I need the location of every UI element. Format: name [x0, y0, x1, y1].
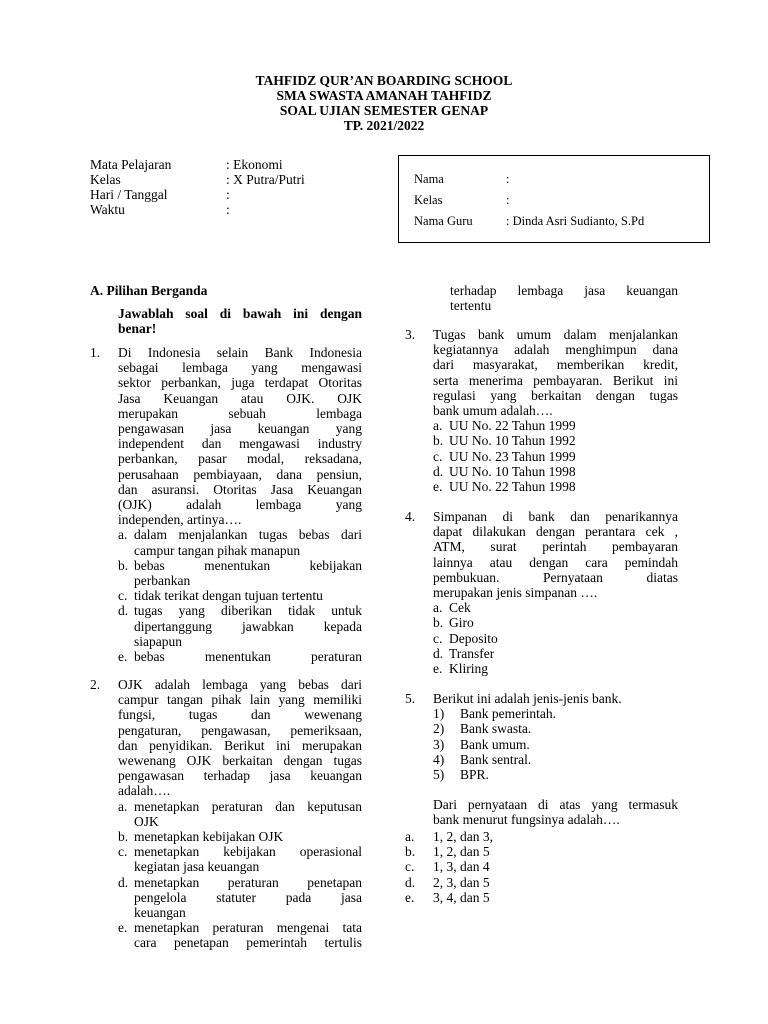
instruction-line: benar!: [118, 321, 157, 337]
option-text: perbankan: [134, 573, 191, 589]
info-row-date: [90, 187, 305, 202]
question-number: 4.: [405, 509, 416, 524]
option-text: menetapkan kebijakan OJK: [134, 829, 284, 845]
option-d: [433, 464, 678, 479]
option-text: bebas menentukan peraturan: [134, 649, 362, 665]
student-name-row: [414, 172, 509, 186]
section-heading: A. Pilihan Berganda: [90, 283, 208, 298]
option-letter: a.: [118, 527, 128, 543]
question-text: dari masyarakat, memberikan kredit,: [433, 357, 678, 373]
option-letter: a.: [433, 600, 443, 616]
option-text: 1, 2, dan 5: [433, 844, 490, 860]
question-5-options: [405, 829, 678, 905]
option-letter: b.: [118, 829, 129, 845]
question-text: fungsi, tugas dan wewenang: [118, 707, 362, 723]
option-letter: b.: [433, 433, 444, 449]
option-text: UU No. 22 Tahun 1998: [449, 479, 576, 495]
option-text: menetapkan peraturan dan keputusan: [134, 798, 362, 814]
question-text: pembukuan. Pernyataan diatas: [433, 569, 678, 585]
exam-info: [90, 157, 305, 217]
option-a: [405, 829, 678, 844]
box-label: Kelas: [414, 193, 443, 207]
student-class-row: [414, 193, 509, 207]
option-letter: c.: [433, 448, 443, 464]
option-letter: c.: [118, 588, 128, 604]
student-info-box: [398, 155, 710, 243]
info-row-time: [90, 202, 305, 217]
statement-4: [433, 752, 678, 767]
option-text: tidak terikat dengan tujuan tertentu: [134, 588, 323, 604]
option-d: [118, 875, 362, 921]
option-text: siapapun: [134, 633, 182, 649]
option-c: [433, 631, 678, 646]
question-text: sebagai lembaga yang mengawasi: [118, 360, 362, 376]
option-letter: b.: [405, 844, 416, 860]
option-letter: b.: [118, 557, 129, 573]
info-label: Mata Pelajaran: [90, 157, 172, 172]
option-letter: d.: [118, 603, 129, 619]
teacher-name-row: [414, 214, 644, 228]
question-text: kegiatannya adalah menghimpun dana: [433, 342, 678, 358]
option-text: tertentu: [450, 298, 492, 314]
question-text: dapat dilakukan dengan perantara cek ,: [433, 524, 678, 540]
option-letter: d.: [433, 463, 444, 479]
statement-text: Bank umum.: [460, 736, 530, 752]
option-text: kegiatan jasa keuangan: [134, 859, 260, 875]
option-text: Kliring: [449, 661, 488, 677]
option-letter: d.: [405, 874, 416, 890]
question-5: [405, 691, 678, 828]
option-b: [405, 844, 678, 859]
question-3: [405, 327, 678, 494]
question-text: regulasi yang berkaitan dengan tugas: [433, 387, 678, 403]
option-letter: a.: [118, 798, 128, 814]
statement-number: 4): [433, 751, 445, 767]
option-text: menetapkan peraturan penetapan: [134, 874, 362, 890]
question-1: [90, 345, 362, 664]
option-text: UU No. 22 Tahun 1999: [449, 418, 576, 434]
info-value: : Ekonomi: [226, 157, 283, 172]
option-text: Cek: [449, 600, 471, 616]
question-text: dan asuransi. Otoritas Jasa Keuangan: [118, 481, 362, 497]
question-number: 1.: [90, 345, 101, 360]
statement-2: [433, 721, 678, 736]
option-a: [433, 600, 678, 615]
option-text: 1, 2, dan 3,: [433, 829, 493, 844]
question-text: dan penyidikan. Berikut ini merupakan: [118, 737, 362, 753]
option-letter: c.: [433, 630, 443, 646]
option-b: [118, 558, 362, 588]
option-letter: e.: [118, 920, 128, 936]
question-text: Berikut ini adalah jenis-jenis bank.: [433, 691, 622, 706]
option-letter: a.: [405, 829, 415, 844]
option-d: [118, 603, 362, 649]
option-e: [433, 479, 678, 494]
option-letter: c.: [118, 844, 128, 860]
question-4: [405, 509, 678, 676]
option-d: [405, 875, 678, 890]
question-text: OJK adalah lembaga yang bebas dari: [118, 677, 362, 692]
statement-text: BPR.: [460, 767, 489, 783]
question-text: perbankan, pasar modal, reksadana,: [118, 451, 362, 467]
option-letter: d.: [433, 645, 444, 661]
option-text: Deposito: [449, 630, 498, 646]
question-text: independent dan mengawasi industry: [118, 436, 362, 452]
box-value: :: [506, 172, 510, 186]
school-unit: SMA SWASTA AMANAH TAHFIDZ: [276, 88, 492, 103]
question-text: perusahaan pembiayaan, dana pensiun,: [118, 466, 362, 482]
option-letter: c.: [405, 859, 415, 875]
option-text: menetapkan kebijakan operasional: [134, 844, 362, 860]
question-1-option-e-continued: [450, 283, 678, 313]
question-text: serta menerima pembayaran. Berikut ini: [433, 372, 678, 388]
info-label: Kelas: [90, 172, 121, 187]
option-text: Transfer: [449, 645, 495, 661]
question-text: sektor perbankan, juga terdapat Otoritas: [118, 375, 362, 391]
question-text: Simpanan di bank dan penarikannya: [433, 509, 678, 524]
section-title: [90, 283, 362, 298]
option-text: terhadap lembaga jasa keuangan: [450, 283, 678, 298]
info-row-class: [90, 172, 305, 187]
statement-text: Bank swasta.: [460, 721, 532, 737]
option-text: bebas menentukan kebijakan: [134, 557, 362, 573]
question-number: 5.: [405, 691, 416, 706]
question-text: Dari pernyataan di atas yang termasuk: [433, 797, 678, 813]
statement-number: 3): [433, 736, 445, 752]
option-text: menetapkan peraturan mengenai tata: [134, 920, 362, 936]
option-text: tugas yang diberikan tidak untuk: [134, 603, 362, 619]
option-letter: a.: [433, 418, 443, 434]
question-text: merupakan sebuah lembaga: [118, 405, 362, 421]
question-text: pengawasan jasa keuangan yang: [118, 421, 362, 437]
question-text: merupakan jenis simpanan ….: [433, 585, 598, 601]
question-text: bank umum adalah….: [433, 403, 553, 419]
statement-1: [433, 706, 678, 721]
statement-3: [433, 737, 678, 752]
info-value: :: [226, 202, 230, 217]
question-text: ATM, surat perintah pembayaran: [433, 539, 678, 555]
school-year: TP. 2021/2022: [343, 118, 425, 133]
info-label: Waktu: [90, 202, 125, 217]
option-letter: e.: [118, 649, 128, 665]
question-text: bank menurut fungsinya adalah….: [433, 812, 620, 828]
box-label: Nama: [414, 172, 444, 186]
box-value: : Dinda Asri Sudianto, S.Pd: [506, 214, 645, 228]
question-text: Di Indonesia selain Bank Indonesia: [118, 345, 362, 360]
option-a: [118, 527, 362, 557]
statement-number: 2): [433, 721, 445, 737]
question-text: pengawasan terhadap jasa keuangan: [118, 768, 362, 784]
question-text: wewenang OJK berkaitan dengan tugas: [118, 753, 362, 769]
question-text: (OJK) adalah lembaga yang: [118, 497, 362, 513]
option-text: OJK: [134, 813, 159, 829]
option-c: [433, 449, 678, 464]
option-b: [433, 433, 678, 448]
statement-number: 1): [433, 706, 445, 722]
option-letter: d.: [118, 874, 129, 890]
option-a: [433, 418, 678, 433]
option-e: [118, 920, 362, 950]
question-2: [90, 677, 362, 951]
info-row-subject: [90, 157, 305, 172]
statement-5: [433, 767, 678, 782]
statement-text: Bank sentral.: [460, 751, 532, 767]
question-number: 2.: [90, 677, 101, 692]
option-text: campur tangan pihak manapun: [134, 542, 301, 558]
option-c: [405, 859, 678, 874]
option-a: [118, 799, 362, 829]
option-text: UU No. 23 Tahun 1999: [449, 448, 576, 464]
option-text: pengelola statuter pada jasa: [134, 889, 362, 905]
question-text: campur tangan pihak lain yang memiliki: [118, 692, 362, 708]
box-value: :: [506, 193, 510, 207]
option-text: UU No. 10 Tahun 1998: [449, 463, 576, 479]
option-e: [405, 890, 678, 905]
option-e: [118, 649, 362, 664]
option-c: [118, 844, 362, 874]
option-text: UU No. 10 Tahun 1992: [449, 433, 576, 449]
option-e: [433, 661, 678, 676]
exam-title: SOAL UJIAN SEMESTER GENAP: [279, 103, 489, 118]
option-letter: e.: [433, 479, 443, 495]
option-letter: b.: [433, 615, 444, 631]
option-text: 2, 3, dan 5: [433, 874, 490, 890]
instruction: [118, 306, 362, 336]
option-c: [118, 588, 362, 603]
option-text: cara penetapan pemerintah tertulis: [134, 935, 362, 951]
box-label: Nama Guru: [414, 214, 473, 228]
option-text: 1, 3, dan 4: [433, 859, 490, 875]
statement-number: 5): [433, 767, 445, 783]
option-text: 3, 4, dan 5: [433, 889, 490, 905]
instruction-line: Jawablah soal di bawah ini dengan: [118, 306, 362, 321]
statement-text: Bank pemerintah.: [460, 706, 556, 722]
option-text: dipertanggung jawabkan kepada: [134, 618, 362, 634]
option-letter: e.: [405, 889, 415, 905]
option-text: Giro: [449, 615, 474, 631]
question-text: Tugas bank umum dalam menjalankan: [433, 327, 678, 342]
question-text: independen, artinya….: [118, 512, 242, 528]
question-text: Jasa Keuangan atau OJK. OJK: [118, 390, 362, 406]
question-text: lainnya atau dengan cara pemindah: [433, 554, 678, 570]
question-text: pengaturan, pengawasan, pemeriksaan,: [118, 722, 362, 738]
option-text: keuangan: [134, 905, 186, 921]
school-name: TAHFIDZ QUR’AN BOARDING SCHOOL: [255, 73, 513, 88]
question-number: 3.: [405, 327, 416, 342]
info-value: :: [226, 187, 230, 202]
question-text: adalah….: [118, 783, 171, 799]
option-text: dalam menjalankan tugas bebas dari: [134, 527, 362, 543]
option-letter: e.: [433, 661, 443, 677]
option-d: [433, 646, 678, 661]
option-b: [118, 829, 362, 844]
info-value: : X Putra/Putri: [226, 172, 305, 187]
option-b: [433, 615, 678, 630]
info-label: Hari / Tanggal: [90, 187, 168, 202]
